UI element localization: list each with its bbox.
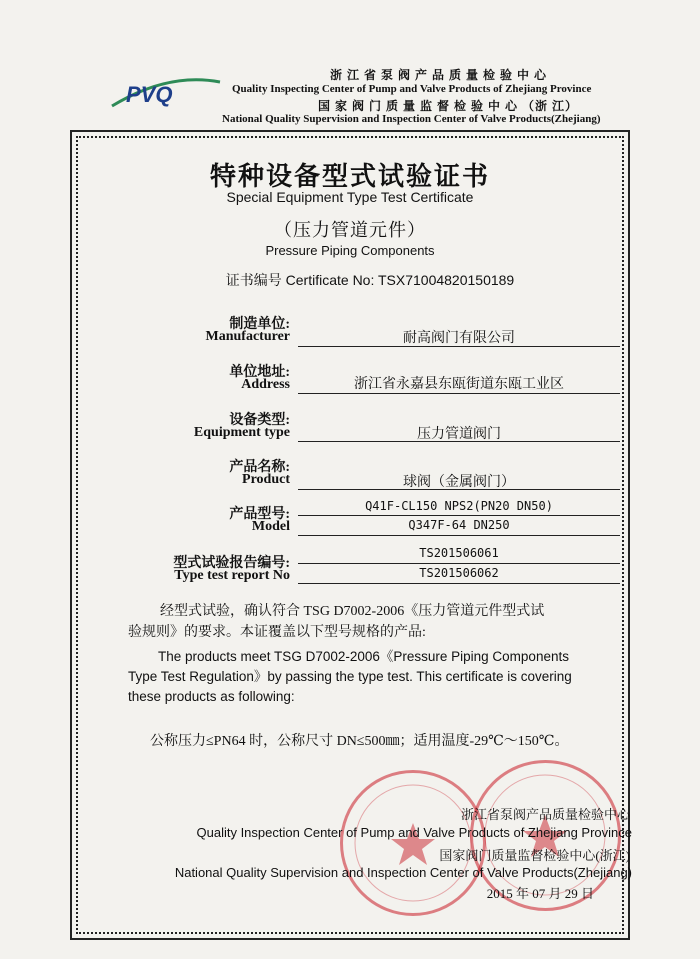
address-label-cn: 单位地址: — [229, 365, 290, 380]
body-cn-line2: 验规则》的要求。本证覆盖以下型号规格的产品: — [128, 625, 426, 640]
header-line1-cn: 浙 江 省 泵 阀 产 品 质 量 检 验 中 心 — [330, 68, 548, 82]
model-underline-2 — [298, 535, 620, 536]
equipment-type-value: 压力管道阀门 — [417, 427, 501, 442]
title-cn: 特种设备型式试验证书 — [209, 162, 490, 191]
report-no-value-2: TS201506062 — [419, 566, 499, 580]
product-label-cn: 产品名称: — [229, 460, 290, 475]
report-no-underline-2 — [298, 583, 620, 584]
equipment-type-label-en: Equipment type — [193, 425, 290, 440]
address-label-en: Address — [241, 377, 290, 392]
model-value-1: Q41F-CL150 NPS2(PN20 DN50) — [365, 499, 553, 513]
signature-line1-en: Quality Inspection Center of Pump and Valve Products of Zhejiang Province — [196, 825, 632, 840]
manufacturer-value: 耐高阀门有限公司 — [403, 331, 515, 346]
header-line2-en: National Quality Supervision and Inspection Center of Valve Products(Zhejiang) — [222, 113, 601, 125]
subtitle-cn: （压力管道元件） — [274, 220, 426, 240]
signature-line1-cn: 浙江省泵阀产品质量检验中心 — [460, 807, 630, 822]
pvq-logo-icon — [108, 70, 228, 112]
logo-text: PVQ — [126, 82, 173, 107]
body-en-line3: these products as following: — [128, 689, 295, 704]
body-cn-line1: 经型式试验，确认符合 TSG D7002-2006《压力管道元件型式试 — [160, 604, 545, 619]
report-no-underline-1 — [298, 563, 620, 564]
certificate-number: 证书编号 Certificate No: TSX71004820150189 — [225, 272, 515, 288]
signature-line2-en: National Quality Supervision and Inspection Center of Valve Products(Zhejiang) — [174, 865, 632, 880]
subtitle-en: Pressure Piping Components — [265, 243, 435, 258]
body-en-line1: The products meet TSG D7002-2006《Pressure Piping Components — [158, 649, 569, 664]
model-underline-1 — [298, 515, 620, 516]
signature-date: 2015 年 07 月 29 日 — [486, 886, 594, 901]
manufacturer-label-cn: 制造单位: — [229, 317, 290, 332]
model-value-2: Q347F-64 DN250 — [408, 518, 510, 532]
header-line1-en: Quality Inspecting Center of Pump and Valve Products of Zhejiang Province — [232, 83, 592, 95]
pvq-logo — [108, 70, 228, 112]
product-value: 球阀（金属阀门） — [403, 475, 515, 490]
body-en-line2: Type Test Regulation》by passing the type test. This certificate is covering — [128, 669, 572, 684]
manufacturer-underline — [298, 346, 620, 347]
equipment-type-label-cn: 设备类型: — [229, 413, 290, 428]
report-no-value-1: TS201506061 — [419, 546, 499, 560]
signature-line2-cn: 国家阀门质量监督检验中心(浙江) — [439, 848, 630, 863]
model-label-en: Model — [251, 519, 290, 534]
body-spec: 公称压力≤PN64 时，公称尺寸 DN≤500㎜；适用温度-29℃～150℃。 — [150, 734, 569, 749]
equipment-type-underline — [298, 441, 620, 442]
manufacturer-label-en: Manufacturer — [205, 329, 290, 344]
product-underline — [298, 489, 620, 490]
address-value: 浙江省永嘉县东瓯街道东瓯工业区 — [354, 377, 564, 392]
address-underline — [298, 393, 620, 394]
title-en: Special Equipment Type Test Certificate — [226, 189, 474, 205]
seal-star-icon — [343, 773, 483, 913]
report-no-label-en: Type test report No — [174, 568, 290, 583]
report-no-label-cn: 型式试验报告编号: — [173, 556, 290, 571]
red-seal-left — [340, 770, 486, 916]
model-label-cn: 产品型号: — [229, 507, 290, 522]
product-label-en: Product — [242, 472, 290, 487]
header-line2-cn: 国 家 阀 门 质 量 监 督 检 验 中 心 （浙 江） — [318, 99, 579, 113]
